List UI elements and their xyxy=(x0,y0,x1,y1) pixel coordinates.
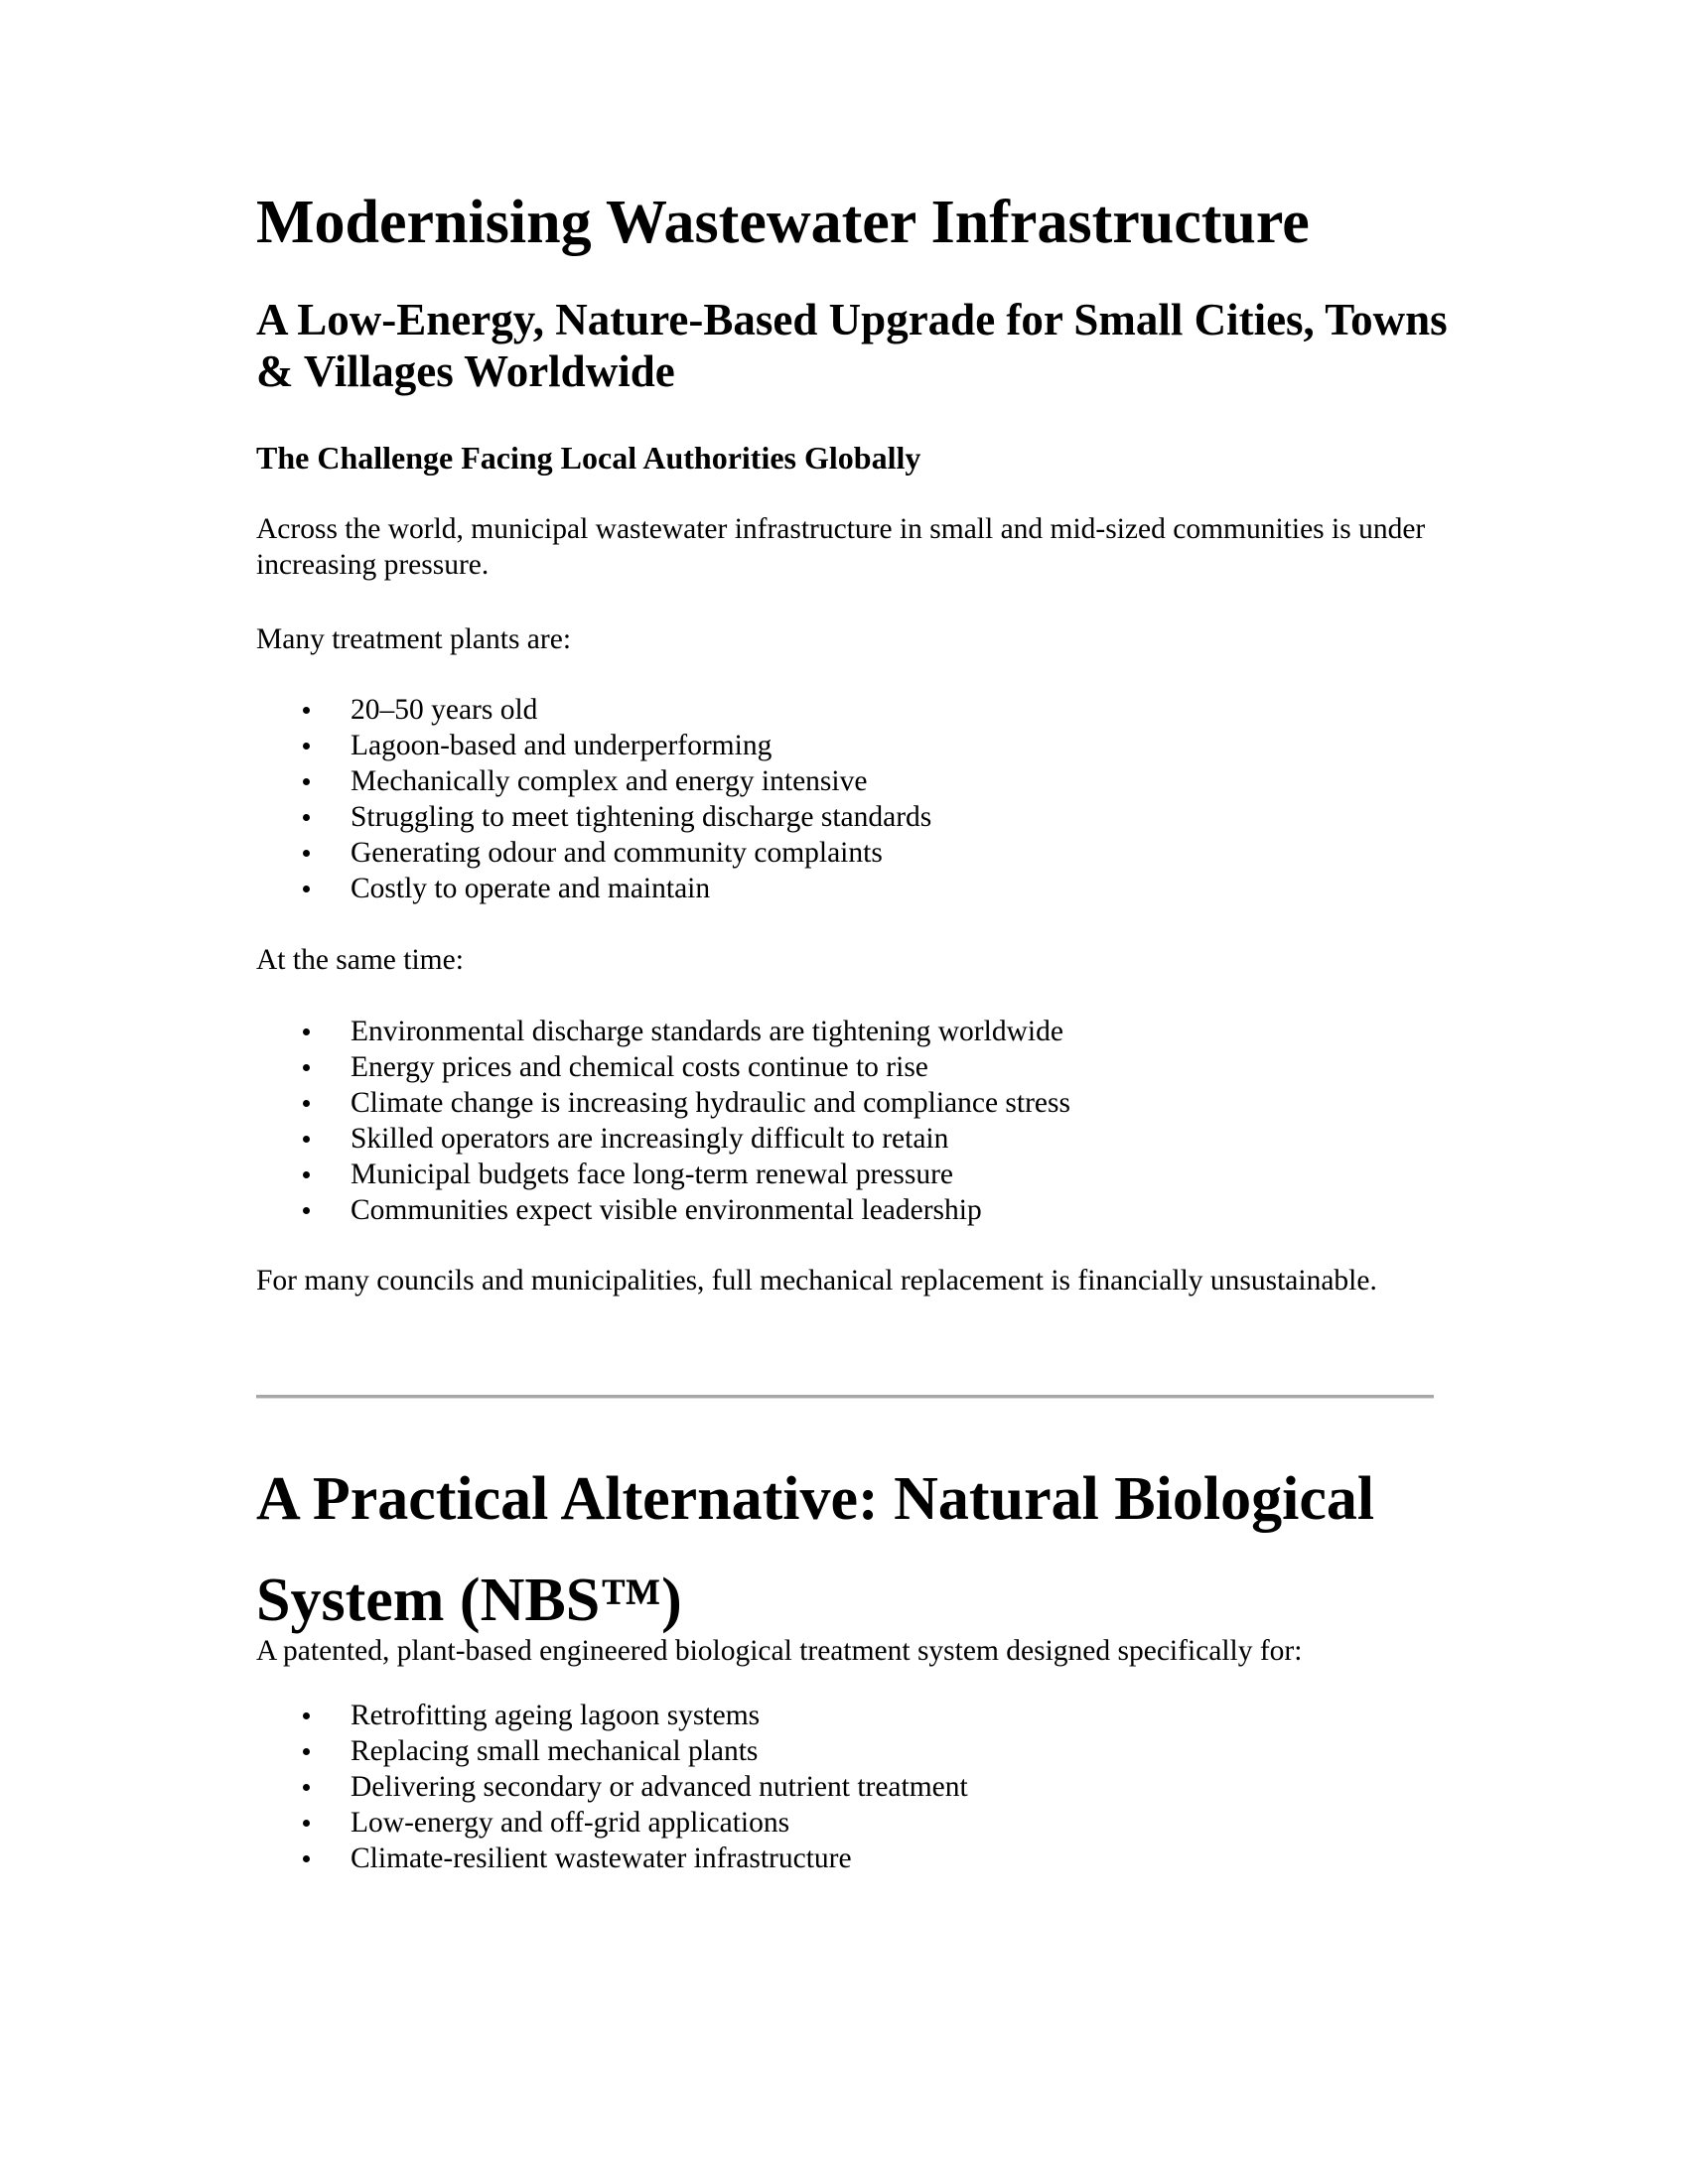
bullet-icon xyxy=(303,778,310,785)
challenge-heading: The Challenge Facing Local Authorities Globally xyxy=(256,440,921,476)
list-item-text: Generating odour and community complaints xyxy=(351,837,883,869)
list-item xyxy=(256,692,1348,728)
list-item xyxy=(256,1769,1348,1805)
bullet-icon xyxy=(303,1064,310,1071)
bullet-icon xyxy=(303,1784,310,1791)
list-item xyxy=(256,1733,1348,1769)
bullet-icon xyxy=(303,1171,310,1178)
list-item xyxy=(256,799,1348,835)
bullet-icon xyxy=(303,1855,310,1862)
list-item-text: Mechanically complex and energy intensive xyxy=(351,765,868,797)
list-item-text: Costly to operate and maintain xyxy=(351,873,711,904)
list-item-text: Skilled operators are increasingly difficult to retain xyxy=(351,1123,949,1155)
list-item-text: Delivering secondary or advanced nutrient treatment xyxy=(351,1771,968,1803)
list-item-text: Lagoon-based and underperforming xyxy=(351,730,773,761)
list-item-text: 20–50 years old xyxy=(351,694,538,726)
list-item-text: Climate change is increasing hydraulic and compliance stress xyxy=(351,1087,1070,1119)
list-item xyxy=(256,1085,1348,1121)
bullet-icon xyxy=(303,1136,310,1143)
list-item xyxy=(256,1841,1348,1876)
list-item xyxy=(256,728,1348,763)
list-item xyxy=(256,871,1348,906)
bullet-icon xyxy=(303,1820,310,1827)
list-item-text: Replacing small mechanical plants xyxy=(351,1735,759,1767)
plants-bullet-list xyxy=(256,692,1348,906)
bullet-icon xyxy=(303,743,310,750)
list-item-text: Low-energy and off-grid applications xyxy=(351,1807,790,1839)
document-subtitle: A Low-Energy, Nature-Based Upgrade for Small Cities, Towns & Villages Worldwide xyxy=(256,295,1448,396)
list-item-text: Retrofitting ageing lagoon systems xyxy=(351,1700,761,1731)
conclusion-paragraph: For many councils and municipalities, full mechanical replacement is financially unsustainable. xyxy=(256,1265,1377,1297)
list-item-text: Struggling to meet tightening discharge standards xyxy=(351,801,932,833)
list-item xyxy=(256,1805,1348,1841)
document-title: Modernising Wastewater Infrastructure xyxy=(256,189,1310,256)
bullet-icon xyxy=(303,1748,310,1755)
bullet-icon xyxy=(303,1207,310,1214)
list-item xyxy=(256,835,1348,871)
plants-lead-paragraph: Many treatment plants are: xyxy=(256,623,572,655)
list-item xyxy=(256,1698,1348,1733)
list-item xyxy=(256,1014,1348,1049)
list-item xyxy=(256,1192,1348,1228)
same-time-lead-paragraph: At the same time: xyxy=(256,944,464,976)
bullet-icon xyxy=(303,850,310,857)
same-time-bullet-list xyxy=(256,1014,1348,1228)
list-item xyxy=(256,1049,1348,1085)
list-item-text: Climate-resilient wastewater infrastructure xyxy=(351,1843,852,1874)
bullet-icon xyxy=(303,1712,310,1719)
bullet-icon xyxy=(303,814,310,821)
list-item-text: Communities expect visible environmental leadership xyxy=(351,1194,982,1226)
bullet-icon xyxy=(303,886,310,892)
list-item-text: Energy prices and chemical costs continue to rise xyxy=(351,1051,928,1083)
bullet-icon xyxy=(303,1100,310,1107)
bullet-icon xyxy=(303,1028,310,1035)
alternative-intro-paragraph: A patented, plant-based engineered biological treatment system designed specifically for: xyxy=(256,1635,1303,1667)
challenge-intro-paragraph: Across the world, municipal wastewater infrastructure in small and mid-sized communities is under increasing pressure. xyxy=(256,513,1426,581)
list-item xyxy=(256,1121,1348,1157)
list-item xyxy=(256,1157,1348,1192)
alternative-heading: A Practical Alternative: Natural Biological System (NBS™) xyxy=(256,1465,1375,1634)
horizontal-rule xyxy=(256,1395,1434,1399)
list-item-text: Municipal budgets face long-term renewal pressure xyxy=(351,1159,953,1190)
list-item-text: Environmental discharge standards are tightening worldwide xyxy=(351,1016,1063,1047)
list-item xyxy=(256,763,1348,799)
alternative-bullet-list xyxy=(256,1698,1348,1876)
bullet-icon xyxy=(303,707,310,714)
